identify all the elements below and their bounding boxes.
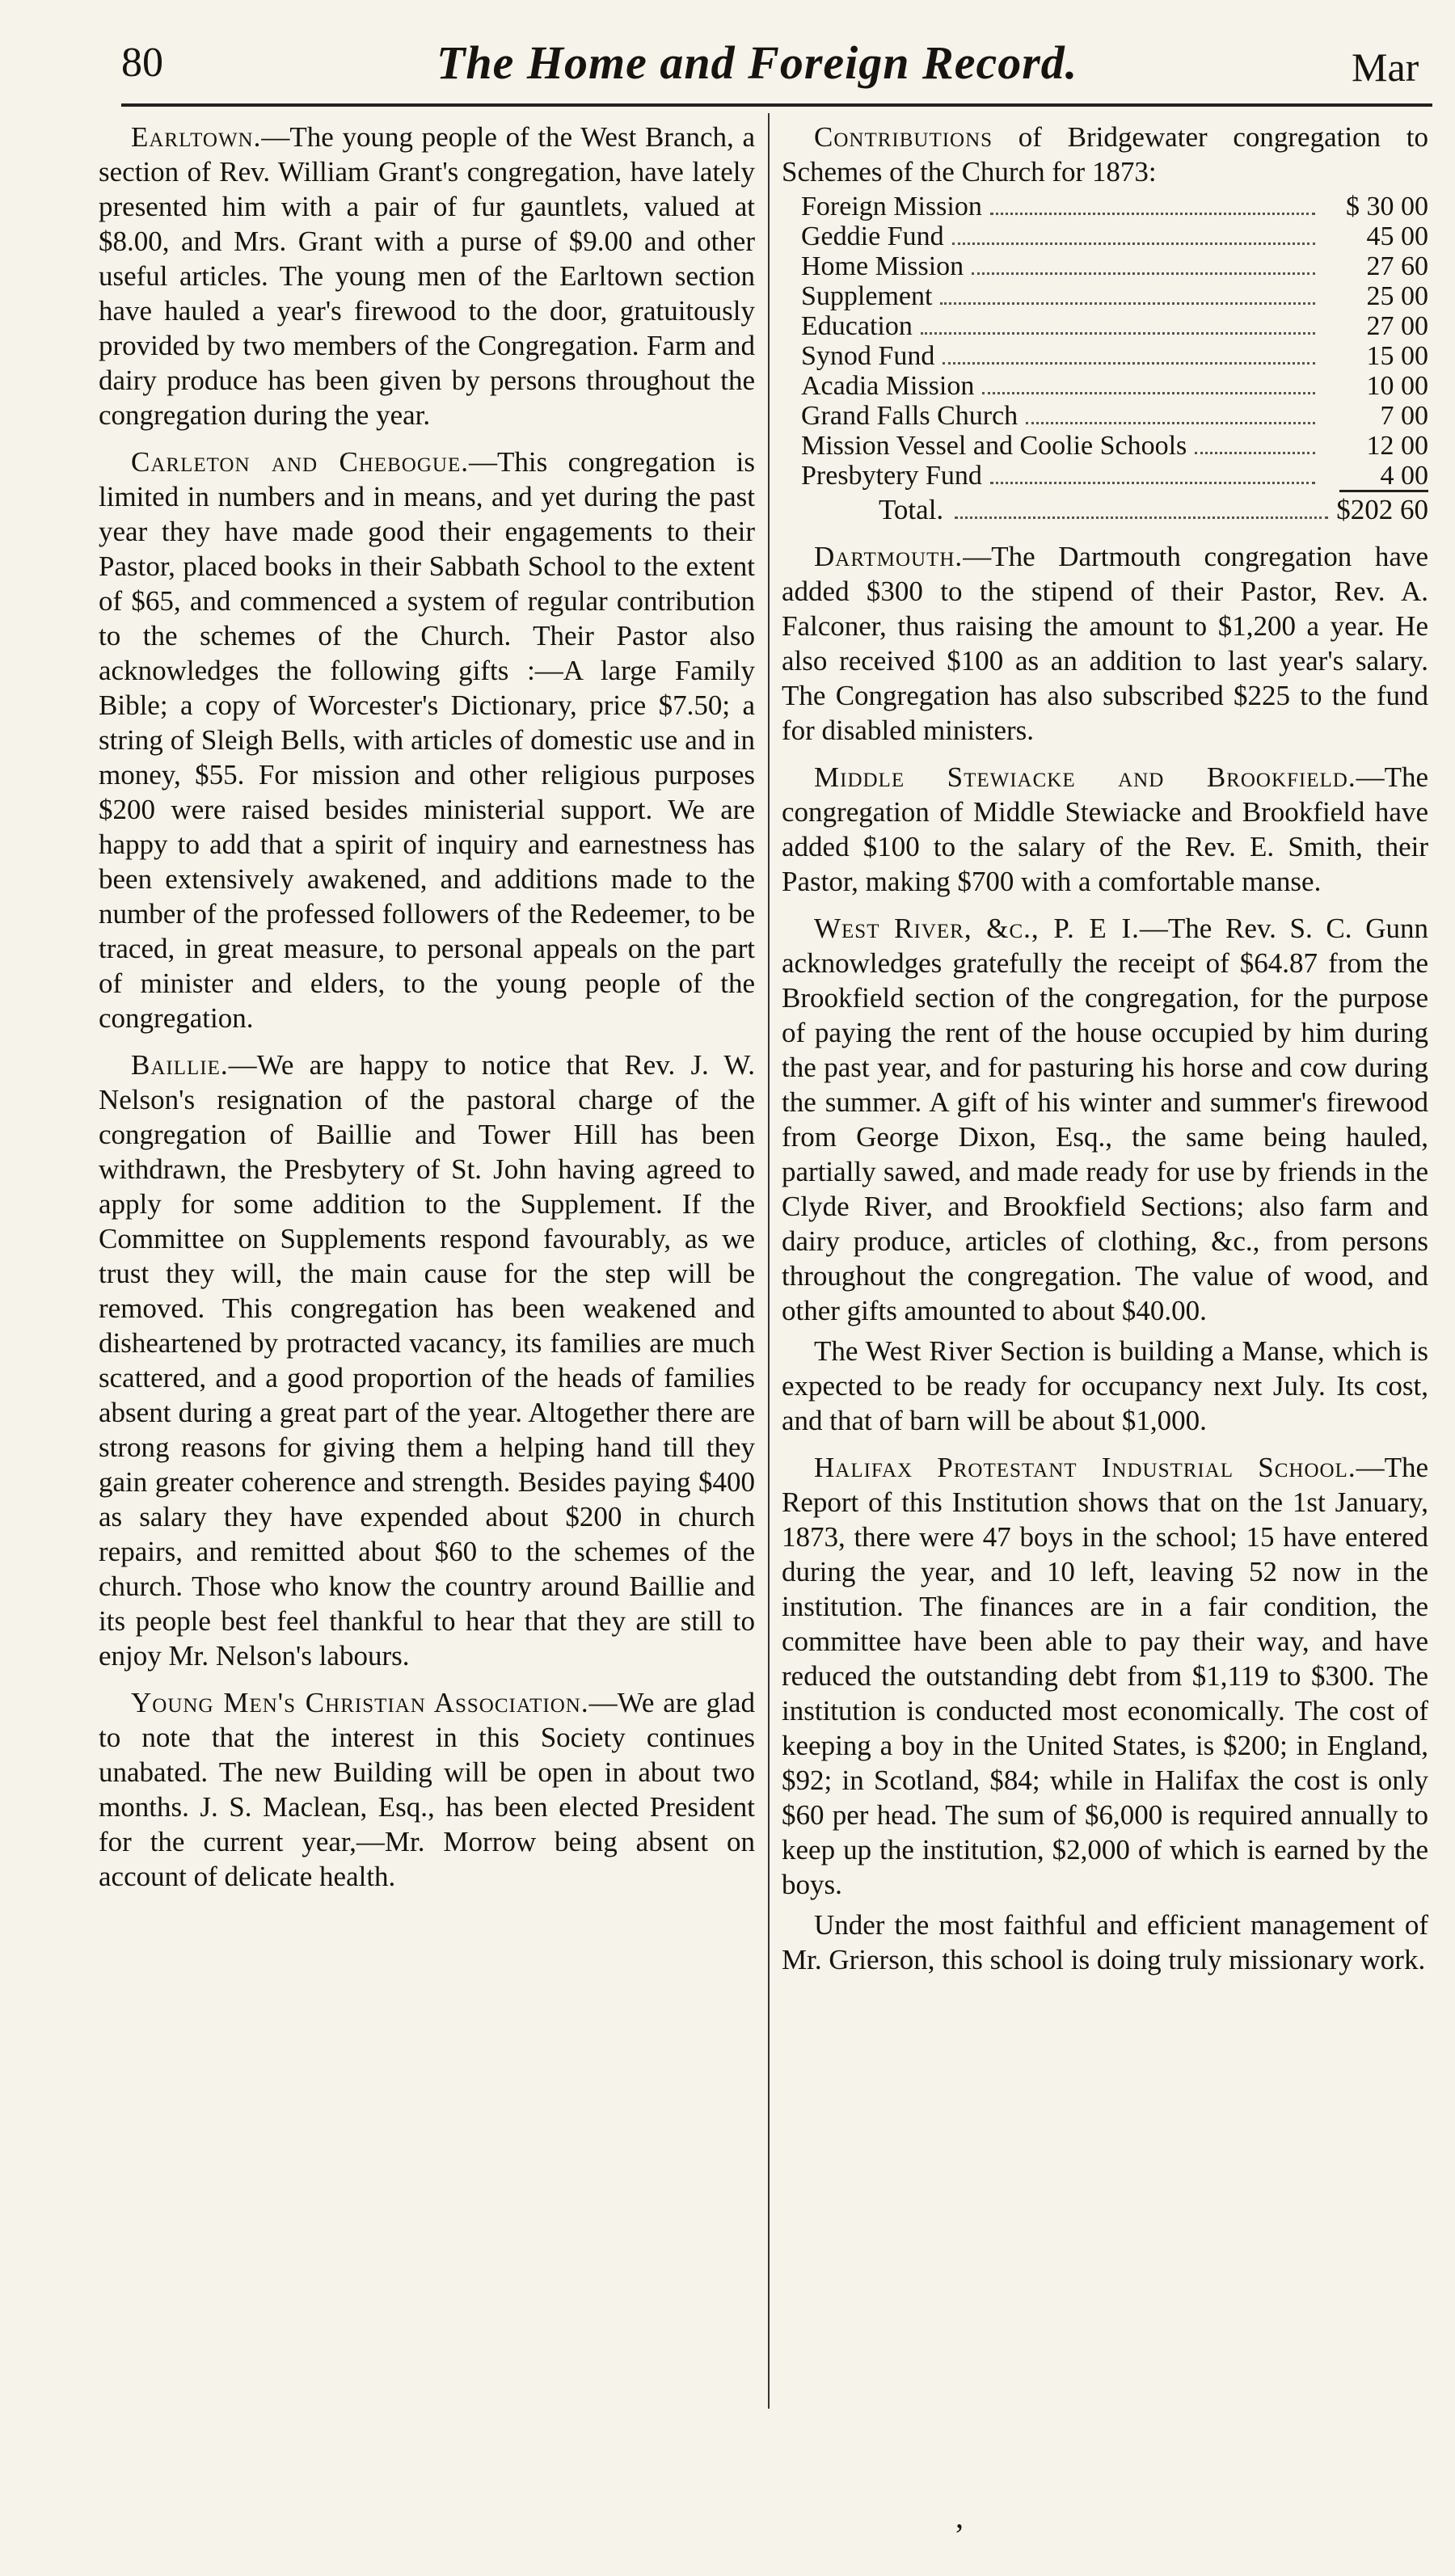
dot-leader (940, 302, 1315, 305)
article-dartmouth (782, 539, 1428, 748)
contributions-intro: of Bridgewater congregation to Schemes of the Church for 1873: (782, 121, 1428, 188)
total-amount: $202 60 (1336, 494, 1428, 525)
left-column (99, 120, 755, 1906)
article-text: —The Rev. S. C. Gunn acknowledges gratefully the receipt of $64.87 from the Brookfield section of the congregation, for the purpose of paying the rent of the house occupied by him during the past year, and for pasturing his horse and cow during the summer. A gift of his winter and summer's firewood from George Dixon, Esq., the same being hauled, partially sawed, and made ready for use by friends in the Clyde River, and Brookfield Sections; also farm and dairy produce, articles of clothing, &c., from persons throughout the congregation. The value of wood, and other gifts amounted to about $40.00. (782, 913, 1428, 1326)
contribution-amount: 12 00 (1366, 431, 1428, 461)
article-heading: Middle Stewiacke and Brookfield. (814, 761, 1356, 793)
contribution-row (801, 249, 1428, 279)
contribution-row (801, 309, 1428, 339)
contribution-amount: 25 00 (1366, 281, 1428, 311)
running-title: The Home and Foreign Record. (436, 36, 1078, 89)
running-month: Mar (1352, 44, 1419, 90)
article-text: —The Dartmouth congregation have added $300 to the stipend of their Pastor, Rev. A. Falconer, thus raising the amount to $1,200 a year. He also received $100 as an addition to last year's salary. The Congregation has also subscribed $225 to the fund for disabled ministers. (782, 541, 1428, 746)
article-carleton (99, 445, 755, 1035)
contribution-amount: 7 00 (1380, 401, 1428, 431)
article-ymca (99, 1685, 755, 1894)
column-divider (768, 113, 770, 2409)
dot-leader (1026, 422, 1315, 424)
dot-leader (990, 482, 1315, 484)
contribution-amount: 15 00 (1366, 341, 1428, 371)
contribution-row (801, 339, 1428, 369)
contribution-label: Grand Falls Church (801, 401, 1018, 431)
contribution-label: Synod Fund (801, 341, 935, 371)
article-halifax-school-closing (782, 1908, 1428, 1977)
article-heading: Baillie. (131, 1049, 229, 1081)
article-earltown (99, 120, 755, 432)
article-middle-stewiacke (782, 760, 1428, 899)
contribution-label: Education (801, 311, 913, 341)
contribution-row (801, 398, 1428, 431)
contribution-label: Mission Vessel and Coolie Schools (801, 431, 1187, 461)
article-text: —This congregation is limited in numbers and in means, and yet during the past year they have made good their engagements to their Pastor, placed books in their Sabbath School to the extent of $65, and commenced a system of regular contribution to the schemes of the Church. Their Pastor also acknowledges the following gifts :—A large Family Bible; a copy of Worcester's Dictionary, price $7.50; a string of Sleigh Bells, with articles of domestic use and in money, $55. For mission and other religious purposes $200 were raised besides ministerial support. We are happy to add that a spirit of inquiry and earnestness has been extensively awakened, and additions made to the number of the professed followers of the Redeemer, to be traced, in great measure, to personal appeals on the part of minister and elders, to the young people of the congregation. (99, 446, 756, 1034)
contributions-list (782, 189, 1428, 491)
article-heading: West River, &c., P. E I. (814, 913, 1140, 944)
contribution-label: Presbytery Fund (801, 461, 982, 491)
total-label: Total. (879, 494, 944, 525)
contribution-label: Home Mission (801, 251, 964, 281)
right-column (782, 120, 1428, 1989)
contributions-table (782, 120, 1428, 529)
article-heading: Young Men's Christian Association. (131, 1687, 589, 1718)
contribution-amount: 27 60 (1366, 251, 1428, 281)
dot-leader (921, 332, 1315, 335)
contribution-label: Acadia Mission (801, 371, 975, 401)
article-text: —The congregation of Middle Stewiacke and Brookfield have added $100 to the salary of the Rev. E. Smith, their Pastor, making $700 with a comfortable manse. (782, 761, 1428, 897)
article-heading: Dartmouth. (814, 541, 964, 572)
article-halifax-school (782, 1450, 1428, 1902)
article-heading: Halifax Protestant Industrial School. (814, 1452, 1356, 1483)
contributions-title: Contributions (814, 121, 993, 153)
article-text: —The young people of the West Branch, a section of Rev. William Grant's congregation, have lately presented him with a pair of fur gauntlets, valued at $8.00, and Mrs. Grant with a purse of $9.00 and other useful articles. The young men of the Earltown section have hauled a year's firewood to the door, gratuitously provided by two members of the Congregation. Farm and dairy produce has been given by persons throughout the congregation during the year. (99, 121, 755, 431)
contribution-amount: $ 30 00 (1346, 192, 1428, 221)
printer-mark: , (955, 2498, 964, 2535)
contribution-row (801, 279, 1428, 309)
dot-leader (982, 392, 1315, 394)
dot-leader (943, 362, 1315, 365)
dot-leader (955, 516, 1328, 519)
dot-leader (990, 213, 1315, 215)
contributions-heading (782, 120, 1428, 189)
contributions-total (782, 492, 1428, 529)
article-text: —The Report of this Institution shows that on the 1st January, 1873, there were 47 boys in the school; 15 have entered during the year, and 10 left, leaving 52 now in the institution. The finances are in a fair condition, the committee have been able to pay their way, and have reduced the outstanding debt from $1,119 to $300. The institution is conducted most economically. The cost of keeping a boy in the United States, is $200; in England, $92; in Scotland, $84; while in Halifax the cost is only $60 per head. The sum of $6,000 is required annually to keep up the institution, $2,000 of which is earned by the boys. (782, 1452, 1428, 1900)
contribution-row (801, 219, 1428, 249)
dot-leader (1195, 452, 1315, 454)
page-number: 80 (121, 40, 163, 86)
contribution-row (801, 369, 1428, 401)
contribution-label: Supplement (801, 281, 933, 311)
article-west-river (782, 911, 1428, 1328)
article-heading: Carleton and Chebogue. (131, 446, 469, 478)
article-text: Under the most faithful and efficient management of Mr. Grierson, this school is doing truly missionary work. (782, 1909, 1428, 1975)
contribution-amount: 45 00 (1366, 221, 1428, 251)
dot-leader (952, 242, 1315, 245)
article-baillie (99, 1048, 755, 1673)
contribution-row (801, 189, 1428, 219)
contribution-row (801, 428, 1428, 461)
article-text: —We are happy to notice that Rev. J. W. Nelson's resignation of the pastoral charge of the congregation of Baillie and Tower Hill has been withdrawn, the Presbytery of St. John having agreed to apply for some addition to the Supplement. If the Committee on Supplements respond favourably, as we trust they will, the main cause for the step will be removed. This congregation has been weakened and disheartened by protracted vacancy, its families are much scattered, and a good proportion of the heads of families absent during a great part of the year. Altogether there are strong reasons for giving them a helping hand till they gain greater coherence and strength. Besides paying $400 as salary they have expended about $200 in church repairs, and remitted about $60 to the schemes of the church. Those who know the country around Baillie and its people best feel thankful to hear that they are still to enjoy Mr. Nelson's labours. (99, 1049, 755, 1672)
contribution-label: Geddie Fund (801, 221, 944, 251)
article-heading: Earltown. (131, 121, 262, 153)
dot-leader (972, 272, 1315, 275)
article-text: —We are glad to note that the interest in this Society continues unabated. The new Building will be open in about two months. J. S. Maclean, Esq., has been elected President for the current year,—Mr. Morrow being absent on account of delicate health. (99, 1687, 755, 1892)
article-text: The West River Section is building a Manse, which is expected to be ready for occupancy next July. Its cost, and that of barn will be about $1,000. (782, 1335, 1428, 1436)
header-rule (121, 103, 1432, 107)
contribution-label: Foreign Mission (801, 192, 982, 221)
contribution-amount: 27 00 (1366, 311, 1428, 341)
article-west-river-manse (782, 1334, 1428, 1438)
contribution-amount: 4 00 (1380, 461, 1428, 491)
contribution-amount: 10 00 (1366, 371, 1428, 401)
